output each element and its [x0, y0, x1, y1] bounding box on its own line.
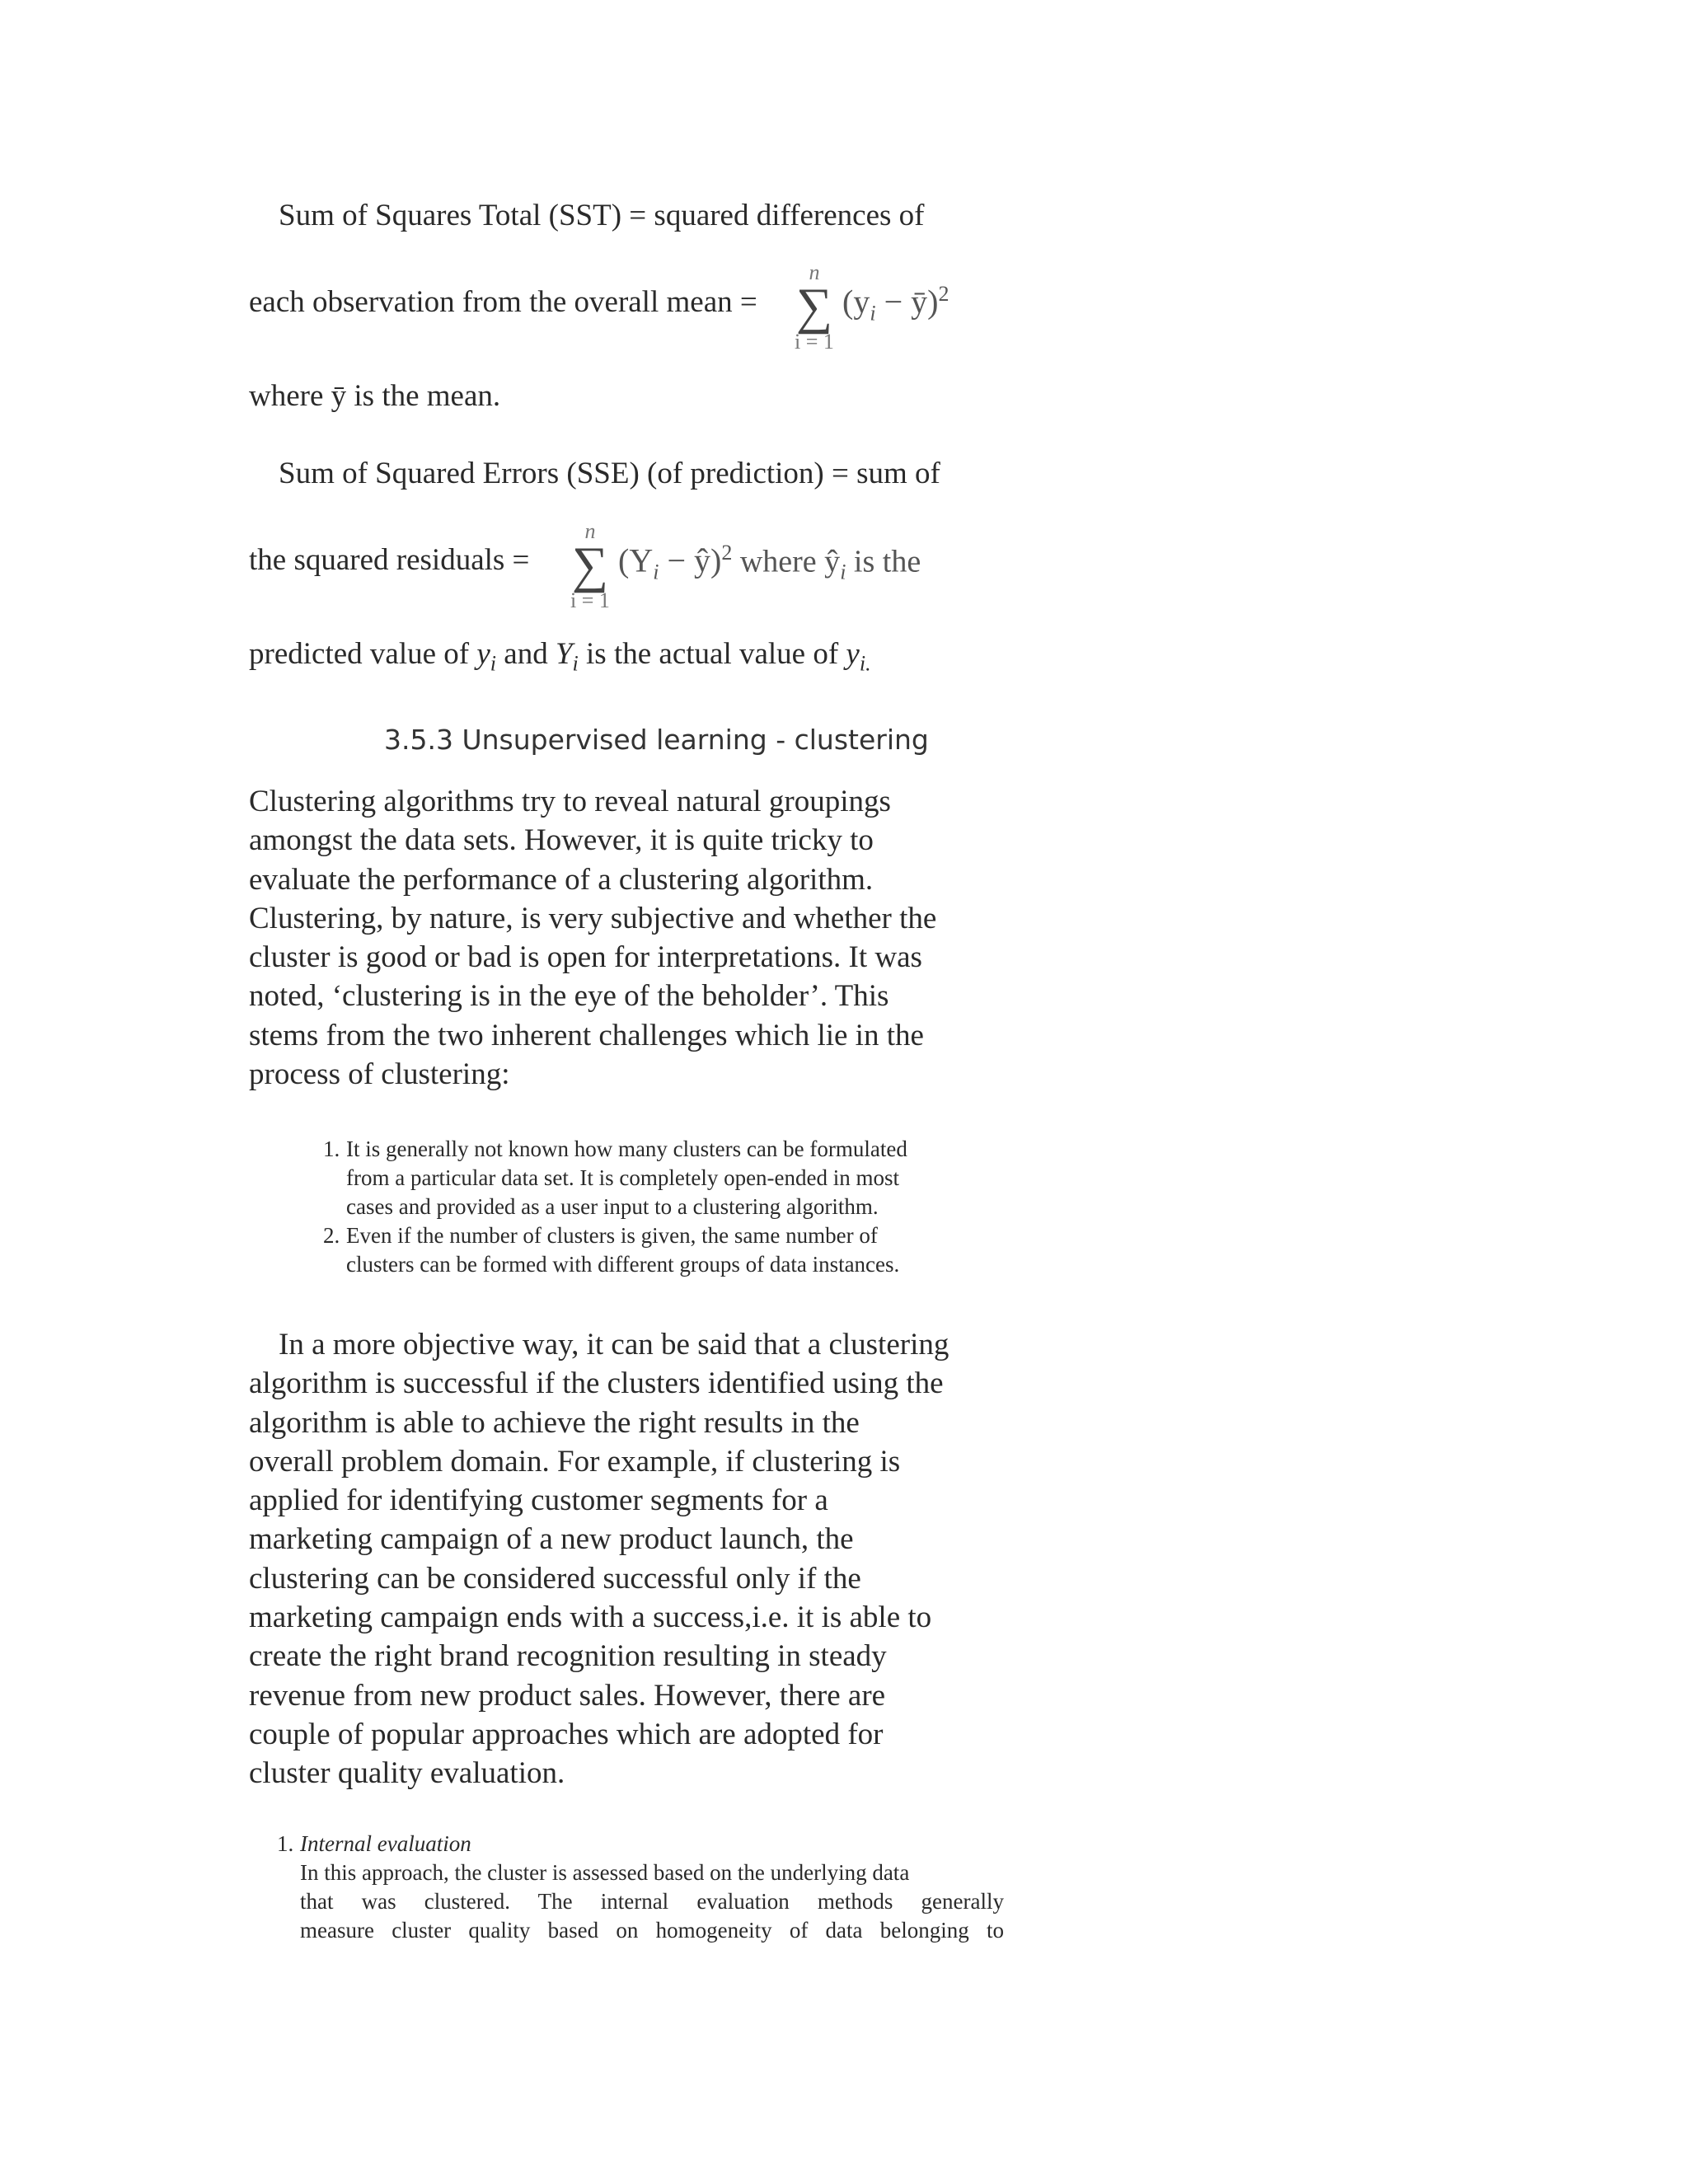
paragraph-line: marketing campaign of a new product launch, the: [249, 1522, 854, 1557]
list-item-title: Internal evaluation: [300, 1831, 471, 1856]
sse-definition-line-2: the squared residuals =: [249, 543, 530, 577]
sst-term-subscript: i: [870, 301, 876, 326]
sse-definition-line-3: [249, 635, 871, 682]
var-y-subscript: i: [490, 651, 497, 676]
paragraph-line: cluster quality evaluation.: [249, 1756, 565, 1791]
paragraph-line: process of clustering:: [249, 1057, 510, 1092]
sse-sum-lower-limit: i = 1: [570, 588, 610, 612]
list-item-line: clusters can be formed with different groups of data instances.: [346, 1252, 900, 1277]
paragraph-line: couple of popular approaches which are adopted for: [249, 1717, 884, 1751]
sst-term-exponent: 2: [938, 282, 950, 306]
list-item-line: measure cluster quality based on homogeneity of data belonging to: [300, 1918, 1004, 1943]
paragraph-line: create the right brand recognition resulting in steady: [249, 1639, 887, 1674]
sse-text-part-a: predicted value of: [249, 637, 477, 671]
sse-text-part-c: is the actual value of: [578, 637, 846, 671]
list-item-line: that was clustered. The internal evaluation methods generally: [300, 1889, 1004, 1914]
sst-mean-note: where ȳ is the mean.: [249, 379, 501, 413]
list-item-number: 1.: [277, 1831, 294, 1856]
sse-predicted-subscript: i: [840, 560, 846, 584]
list-item-line: In this approach, the cluster is assessed based on the underlying data: [300, 1860, 910, 1885]
list-item: [277, 1830, 1004, 1945]
paragraph-line: In a more objective way, it can be said that a clustering: [279, 1328, 950, 1361]
sse-sum-upper-limit: n: [584, 519, 596, 543]
objective-evaluation-paragraph: [249, 1325, 949, 1793]
sst-term: (y: [842, 283, 870, 321]
sse-term-subscript: i: [653, 560, 659, 584]
paragraph-line: Clustering algorithms try to reveal natural groupings: [249, 785, 891, 818]
var-y-actual: y: [846, 637, 860, 671]
var-Y: Y: [555, 637, 573, 671]
subsection-title: 3.5.3 Unsupervised learning - clustering: [384, 724, 929, 756]
list-item-number: 1.: [323, 1137, 340, 1161]
sst-definition-line-1: Sum of Squares Total (SST) = squared differences of: [279, 199, 925, 232]
paragraph-line: noted, ‘clustering is in the eye of the beholder’. This: [249, 979, 889, 1014]
sst-sum-lower-limit: i = 1: [795, 330, 834, 354]
sst-term-rest: − ȳ): [875, 283, 939, 321]
clustering-challenges-list: [323, 1135, 907, 1279]
list-item-line: It is generally not known how many clusters can be formulated: [346, 1137, 907, 1161]
var-Y-subscript: i: [572, 651, 579, 676]
sse-predicted-note: where ŷ: [732, 544, 841, 579]
paragraph-line: algorithm is able to achieve the right results in the: [249, 1405, 860, 1440]
sse-term-exponent: 2: [721, 541, 733, 565]
sst-sum-upper-limit: n: [809, 260, 820, 284]
paragraph-line: algorithm is successful if the clusters identified using the: [249, 1366, 944, 1401]
paragraph-line: applied for identifying customer segments for a: [249, 1483, 828, 1518]
paragraph-line: revenue from new product sales. However, there are: [249, 1678, 886, 1713]
list-item: [323, 1221, 907, 1279]
sse-term: (Y: [618, 541, 654, 579]
paragraph-line: clustering can be considered successful only if the: [249, 1561, 861, 1596]
paragraph-line: cluster is good or bad is open for interpretations. It was: [249, 940, 922, 975]
evaluation-approaches-list: [277, 1830, 1004, 1945]
var-y-actual-subscript: i.: [859, 651, 871, 676]
list-item-line: from a particular data set. It is completely open-ended in most: [346, 1165, 900, 1190]
list-item-line: cases and provided as a user input to a clustering algorithm.: [346, 1194, 879, 1219]
paragraph-line: amongst the data sets. However, it is quite tricky to: [249, 823, 874, 858]
list-item: [323, 1135, 907, 1221]
summation-symbol: ∑: [795, 279, 833, 335]
paragraph-line: evaluate the performance of a clustering algorithm.: [249, 862, 874, 897]
sse-definition-line-1: Sum of Squared Errors (SSE) (of prediction) = sum of: [279, 457, 940, 490]
sse-term-rest: − ŷ): [659, 541, 722, 579]
var-y: y: [476, 637, 490, 671]
paragraph-line: stems from the two inherent challenges which lie in the: [249, 1018, 924, 1052]
summation-symbol: ∑: [571, 537, 609, 593]
list-item-number: 2.: [323, 1223, 340, 1248]
list-item-line: Even if the number of clusters is given, the same number of: [346, 1223, 878, 1248]
sse-text-part-b: and: [496, 637, 556, 671]
paragraph-line: marketing campaign ends with a success,i.e. it is able to: [249, 1601, 932, 1635]
sse-predicted-rest: is the: [846, 544, 921, 579]
paragraph-line: overall problem domain. For example, if clustering is: [249, 1444, 901, 1479]
clustering-intro-paragraph: [249, 782, 936, 1094]
paragraph-line: Clustering, by nature, is very subjective and whether the: [249, 901, 937, 935]
sst-definition-line-2: each observation from the overall mean =: [249, 285, 757, 319]
